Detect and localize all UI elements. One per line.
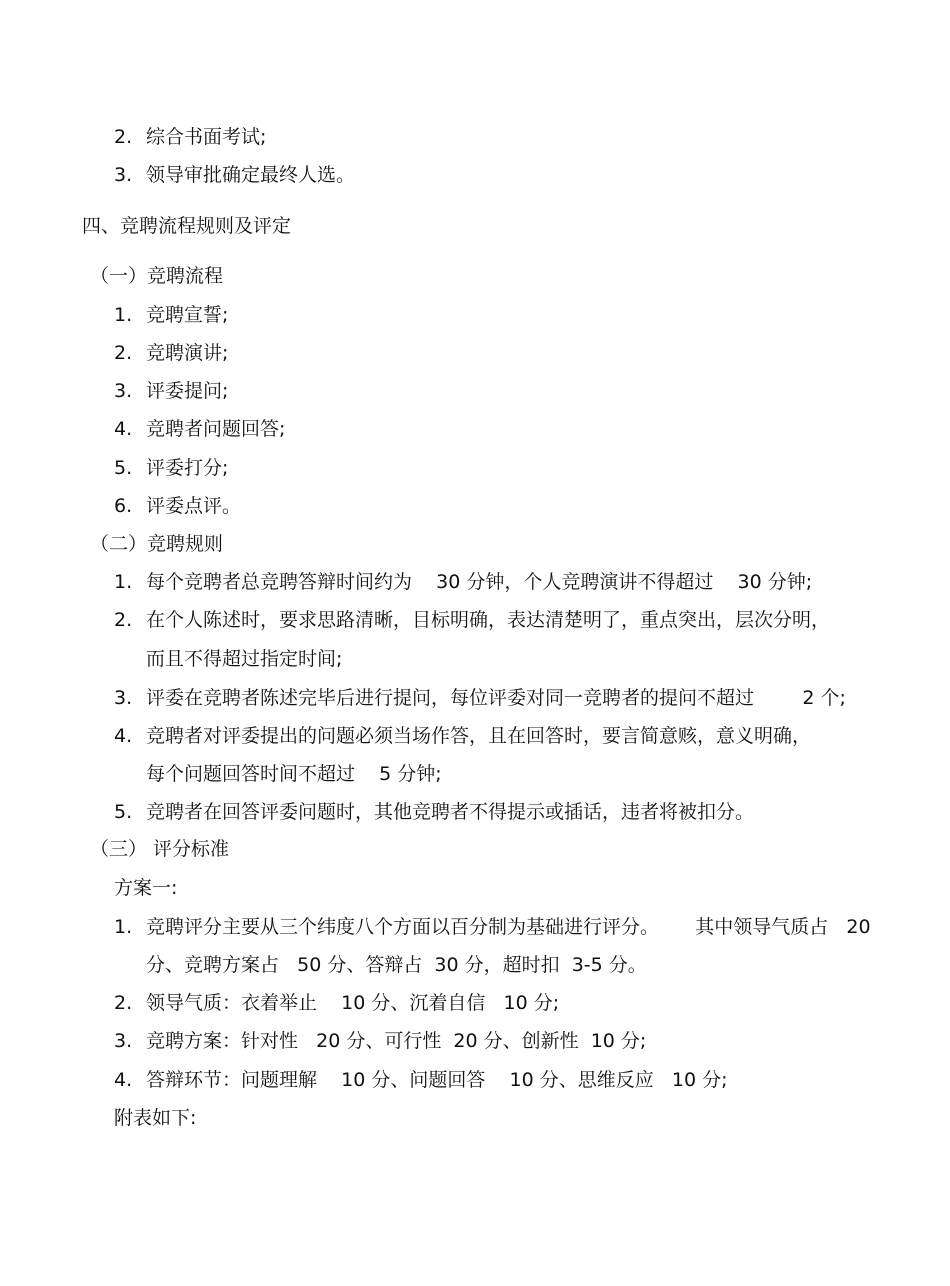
list-item (114, 570, 812, 594)
list-number: 2. (114, 342, 133, 364)
list-number: 4. (114, 1069, 133, 1091)
list-item (114, 125, 266, 149)
list-number: 2. (114, 126, 133, 148)
list-text: 评委点评。 (146, 495, 242, 517)
list-text: 评委打分; (146, 457, 229, 479)
list-text: 评委在竞聘者陈述完毕后进行提问，每位评委对同一竞聘者的提问不超过 2 个; (146, 687, 846, 709)
list-item (114, 417, 285, 441)
list-text: 评委提问; (146, 380, 229, 402)
subsection-heading: （三） 评分标准 (90, 838, 230, 860)
list-text: 竞聘方案：针对性 20 分、可行性 20 分、创新性 10 分; (146, 1030, 647, 1052)
list-number: 3. (114, 1030, 133, 1052)
list-text: 竞聘者问题回答; (146, 418, 286, 440)
list-number: 3. (114, 687, 133, 709)
list-item (114, 915, 871, 939)
list-text: 在个人陈述时，要求思路清晰，目标明确，表达清楚明了，重点突出，层次分明， (146, 609, 831, 631)
list-text: 竞聘评分主要从三个纬度八个方面以百分制为基础进行评分。 其中领导气质占 20 (146, 916, 871, 938)
list-number: 2. (114, 992, 133, 1014)
subsection-heading: （一）竞聘流程 (90, 265, 224, 287)
list-text: 竞聘演讲; (146, 342, 229, 364)
list-item (114, 456, 228, 480)
list-item (114, 379, 228, 403)
appendix-label: 附表如下: (114, 1107, 197, 1129)
list-number: 4. (114, 725, 133, 747)
list-number: 1. (114, 916, 133, 938)
list-text: 领导审批确定最终人选。 (146, 164, 356, 186)
list-number: 1. (114, 304, 133, 326)
list-number: 3. (114, 380, 133, 402)
list-number: 5. (114, 457, 133, 479)
list-number: 1. (114, 571, 133, 593)
list-item (114, 1068, 728, 1092)
list-item (114, 1029, 646, 1053)
list-text: 领导气质：衣着举止 10 分、沉着自信 10 分; (146, 992, 560, 1014)
list-text: 竞聘宣誓; (146, 304, 229, 326)
list-text: 综合书面考试; (146, 126, 267, 148)
section-heading: 四、竞聘流程规则及评定 (82, 215, 292, 237)
list-text: 竞聘者在回答评委问题时，其他竞聘者不得提示或插话，违者将被扣分。 (146, 801, 755, 823)
list-number: 3. (114, 164, 133, 186)
list-number: 5. (114, 801, 133, 823)
list-item-continuation: 分、竞聘方案占 50 分、答辩占 30 分，超时扣 3-5 分。 (146, 954, 647, 976)
list-number: 2. (114, 609, 133, 631)
list-item (114, 494, 241, 518)
subsection-heading: （二）竞聘规则 (90, 533, 224, 555)
list-item (114, 800, 754, 824)
list-item (114, 608, 830, 632)
list-item (114, 341, 228, 365)
list-number: 6. (114, 495, 133, 517)
list-item (114, 724, 811, 748)
list-item (114, 303, 228, 327)
list-item (114, 163, 355, 187)
list-text: 竞聘者对评委提出的问题必须当场作答，且在回答时，要言简意赅，意义明确， (146, 725, 812, 747)
list-item-continuation: 每个问题回答时间不超过 5 分钟; (146, 763, 442, 785)
list-text: 每个竞聘者总竞聘答辩时间约为 30 分钟，个人竞聘演讲不得超过 30 分钟; (146, 571, 813, 593)
list-item-continuation: 而且不得超过指定时间; (146, 648, 343, 670)
list-text: 答辩环节：问题理解 10 分、问题回答 10 分、思维反应 10 分; (146, 1069, 728, 1091)
list-item (114, 991, 559, 1015)
list-number: 4. (114, 418, 133, 440)
scheme-label: 方案一: (114, 877, 178, 899)
list-item (114, 686, 846, 710)
